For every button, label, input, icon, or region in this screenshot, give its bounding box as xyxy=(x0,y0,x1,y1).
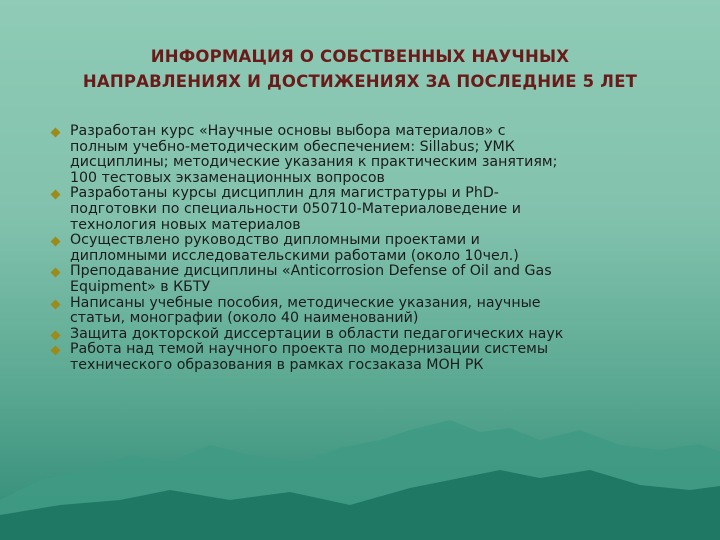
bullet-text-line: 100 тестовых экзаменационных вопросов xyxy=(70,169,385,186)
diamond-icon xyxy=(51,268,61,278)
title-line: НАПРАВЛЕНИЯХ И ДОСТИЖЕНИЯХ ЗА ПОСЛЕДНИЕ 5 ЛЕТ xyxy=(82,72,638,91)
bullet-text-line: статьи, монографии (около 40 наименований) xyxy=(70,310,419,327)
bullet-item xyxy=(48,186,688,233)
diamond-icon xyxy=(51,330,61,340)
bullet-text-line: Разработан курс «Научные основы выбора материалов» с xyxy=(70,123,506,139)
bullet-text-line: полным учебно-методическим обеспечением: Sillabus; УМК xyxy=(70,138,515,155)
bullet-text-line: Преподавание дисциплины «Anticorrosion Defense of Oil and Gas xyxy=(70,263,552,280)
diamond-icon xyxy=(51,346,61,356)
bullet-item xyxy=(48,296,688,327)
slide-title xyxy=(0,44,720,94)
diamond-icon xyxy=(51,299,61,309)
bullet-text-line: Работа над темой научного проекта по модернизации системы xyxy=(70,341,549,358)
bullet-item xyxy=(48,342,688,373)
bullet-text-line: технология новых материалов xyxy=(70,216,301,233)
bullet-list xyxy=(48,124,688,374)
bullet-text-line: Equipment» в КБТУ xyxy=(70,278,211,295)
diamond-icon xyxy=(51,128,61,138)
bullet-item xyxy=(48,327,688,343)
bullet-item xyxy=(48,124,688,186)
bullet-text-line: Написаны учебные пособия, методические указания, научные xyxy=(70,294,541,311)
bullet-text-line: Осуществлено руководство дипломными проектами и xyxy=(70,232,480,249)
bullet-text-line: Защита докторской диссертации в области педагогических наук xyxy=(70,325,564,342)
title-line: ИНФОРМАЦИЯ О СОБСТВЕННЫХ НАУЧНЫХ xyxy=(150,47,570,66)
bullet-text-line: Разработаны курсы дисциплин для магистратуры и PhD- xyxy=(70,185,499,202)
diamond-icon xyxy=(51,237,61,247)
bullet-item xyxy=(48,233,688,264)
bullet-text-line: технического образования в рамках госзаказа МОН РК xyxy=(70,356,484,373)
bullet-item xyxy=(48,264,688,295)
diamond-icon xyxy=(51,190,61,200)
bullet-text-line: дисциплины; методические указания к практическим занятиям; xyxy=(70,154,558,171)
bullet-text-line: подготовки по специальности 050710-Материаловедение и xyxy=(70,200,521,217)
bullet-text-line: дипломными исследовательскими работами (около 10чел.) xyxy=(70,247,519,264)
